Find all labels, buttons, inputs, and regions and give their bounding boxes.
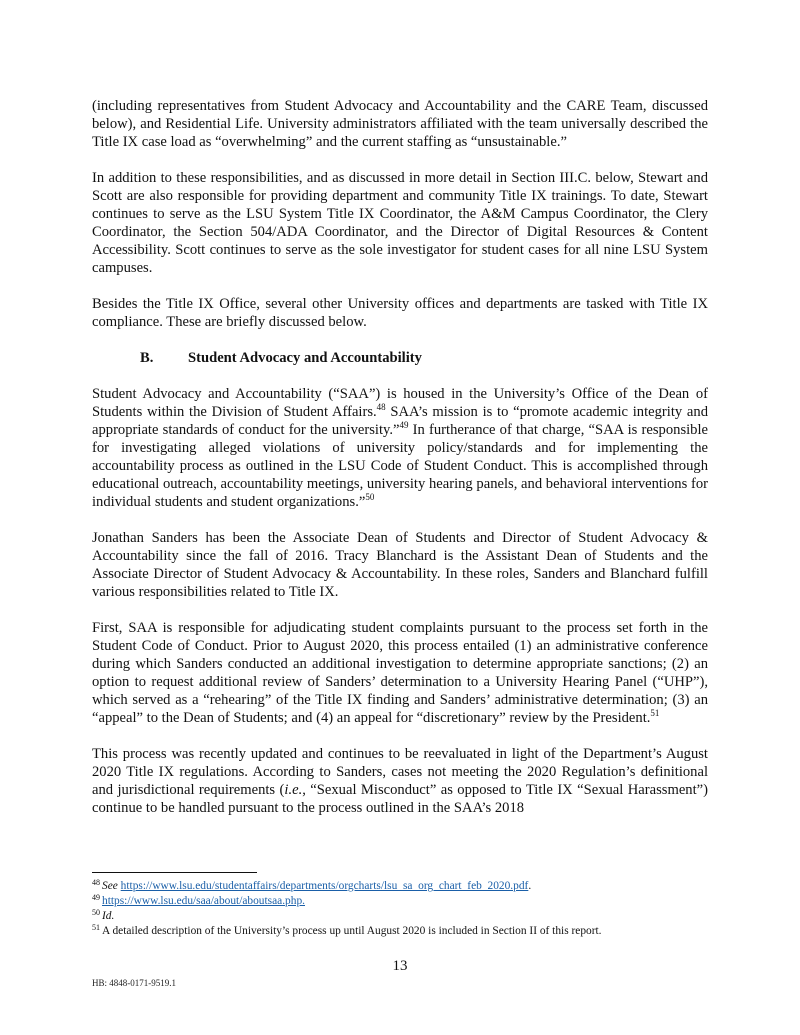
footnote-link[interactable]: https://www.lsu.edu/studentaffairs/departments/orgcharts/lsu_sa_org_chart_feb_2020.pdf	[120, 880, 529, 892]
section-heading	[92, 349, 708, 367]
paragraph-1: (including representatives from Student Advocacy and Accountability and the CARE Team, discussed below), and Residential Life. University administrators affiliated with the team universally described the Title IX case load as “overwhelming” and the current staffing as “unsustainable.”	[92, 98, 708, 150]
footnote-ref-48[interactable]: 48	[376, 402, 386, 412]
page-number: 13	[392, 958, 408, 974]
paragraph-3: Besides the Title IX Office, several other University offices and departments are tasked with Title IX compliance. These are briefly discussed below.	[92, 296, 708, 330]
footnote-text: A detailed description of the University’s process up until August 2020 is included in Section II of this report.	[102, 925, 602, 937]
footnote-50	[92, 909, 712, 924]
footnote-suffix: .	[528, 880, 532, 892]
footnotes	[92, 879, 712, 939]
footnote-ref-50[interactable]: 50	[365, 492, 375, 502]
footnote-48	[92, 879, 712, 894]
paragraph-7	[92, 745, 708, 817]
footnote-49	[92, 894, 712, 909]
paragraph-7-ie: i.e.	[284, 782, 303, 798]
footnote-51	[92, 924, 712, 939]
footnote-ref-51[interactable]: 51	[650, 708, 660, 718]
footnote-text: Id.	[102, 910, 115, 922]
paragraph-6-text: First, SAA is responsible for adjudicating student complaints pursuant to the process set forth in the Student Code of Conduct. Prior to August 2020, this process entailed (1) an administrative conference during which Sanders conducted an additional investigation to determine appropriate sanctions; (2) an option to request additional review of Sanders’ determination to a University Hearing Panel (“UHP”), which served as a “rehearing” of the Title IX finding and Sanders’ administrative determination; (3) an “appeal” to the Dean of Students; and (4) an appeal for “discretionary” review by the President.	[92, 620, 708, 726]
footnote-number: 51	[92, 923, 100, 932]
paragraph-6	[92, 619, 708, 727]
footnote-number: 48	[92, 878, 100, 887]
paragraph-4	[92, 385, 708, 511]
paragraph-5: Jonathan Sanders has been the Associate Dean of Students and Director of Student Advocacy & Accountability since the fall of 2016. Tracy Blanchard is the Assistant Dean of Students and the Associate Director of Student Advocacy & Accountability. In these roles, Sanders and Blanchard fulfill various responsibilities related to Title IX.	[92, 530, 708, 600]
paragraph-4-text-c: In furtherance of that charge, “SAA is responsible for investigating alleged violations of university policy/standards and for implementing the accountability process as outlined in the LSU Code of Student Conduct. This is accomplished through educational outreach, accountability meetings, university hearing panels, and behavioral interventions for individual students and student organizations.”	[92, 422, 709, 510]
paragraph-4-text-a: Student Advocacy and Accountability (“SAA”) is housed in the University’s Office of the Dean of Students within the Division of Student Affairs.	[92, 386, 708, 420]
footnote-number: 49	[92, 893, 100, 902]
section-title: Student Advocacy and Accountability	[188, 350, 422, 366]
footnote-separator	[92, 872, 257, 873]
footnote-link[interactable]: https://www.lsu.edu/saa/about/aboutsaa.php.	[102, 895, 305, 907]
paragraph-4-text-b: SAA’s mission is to “promote academic integrity and appropriate standards of conduct for the university.”	[92, 404, 708, 438]
footnote-prefix: See	[102, 880, 118, 892]
section-letter: B.	[140, 350, 154, 366]
footnote-number: 50	[92, 908, 100, 917]
document-id: HB: 4848-0171-9519.1	[92, 978, 176, 988]
paragraph-7-text-b: , “Sexual Misconduct” as opposed to Title IX “Sexual Harassment”) continue to be handled pursuant to the process outlined in the SAA’s 2018	[92, 782, 708, 816]
footnote-ref-49[interactable]: 49	[399, 420, 409, 430]
body-text	[92, 97, 708, 835]
paragraph-2: In addition to these responsibilities, and as discussed in more detail in Section III.C. below, Stewart and Scott are also responsible for providing department and community Title IX trainings. To date, Stewart continues to serve as the LSU System Title IX Coordinator, the A&M Campus Coordinator, the Clery Coordinator, the Section 504/ADA Coordinator, and the Director of Digital Resources & Content Accessibility. Scott continues to serve as the sole investigator for student cases for all nine LSU System campuses.	[92, 170, 708, 276]
paragraph-7-text-a: This process was recently updated and continues to be reevaluated in light of the Department’s August 2020 Title IX regulations. According to Sanders, cases not meeting the 2020 Regulation’s definitional and jurisdictional requirements (	[92, 746, 708, 798]
